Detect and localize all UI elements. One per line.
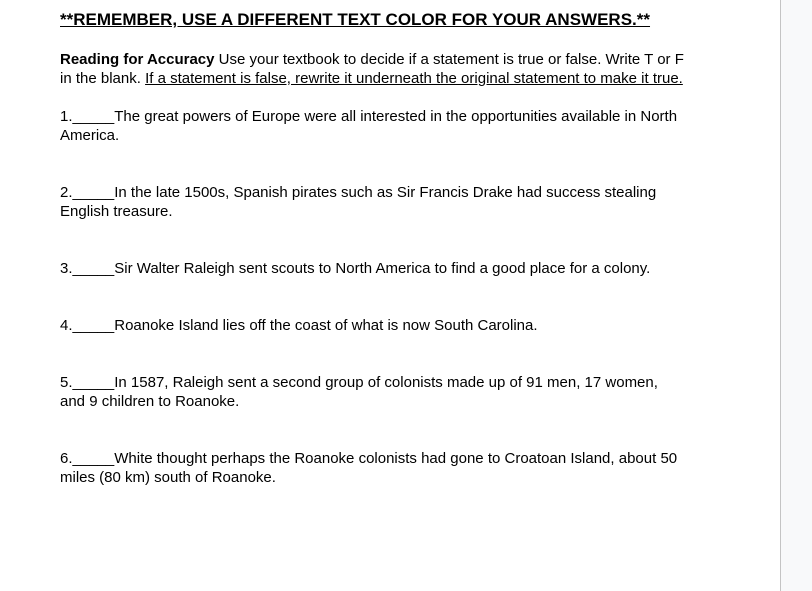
question-item[interactable] (60, 449, 684, 487)
answer-blank[interactable]: _____ (72, 317, 115, 334)
spacer (60, 145, 684, 164)
question-text: In 1587, Raleigh sent a second group of colonists made up of 91 men, 17 women, and 9 children to Roanoke. (60, 374, 658, 410)
question-number: 5. (60, 374, 73, 391)
question-item[interactable] (60, 107, 684, 145)
instructions-title: Reading for Accuracy (60, 51, 215, 68)
question-number: 4. (60, 317, 73, 334)
spacer (60, 278, 684, 297)
spacer (60, 240, 684, 259)
answer-blank[interactable]: _____ (72, 108, 115, 125)
spacer (60, 31, 684, 50)
question-number: 2. (60, 184, 73, 201)
instructions-paragraph (60, 50, 684, 88)
question-number: 6. (60, 450, 73, 467)
instructions-underlined: If a statement is false, rewrite it underneath the original statement to make it true. (145, 70, 683, 87)
question-text: White thought perhaps the Roanoke colonists had gone to Croatoan Island, about 50 miles (80 km) south of Roanoke. (60, 450, 678, 486)
answer-blank[interactable]: _____ (72, 184, 115, 201)
question-text: Sir Walter Raleigh sent scouts to North America to find a good place for a colony. (114, 260, 651, 277)
answer-blank[interactable]: _____ (72, 450, 115, 467)
question-item[interactable] (60, 259, 684, 278)
instructions-text: Use your textbook to decide if a statement is true or false. Write T or F in the blank. (60, 51, 684, 87)
spacer (60, 411, 684, 430)
question-text: The great powers of Europe were all interested in the opportunities available in North America. (60, 108, 678, 144)
question-item[interactable] (60, 183, 684, 221)
spacer (60, 221, 684, 240)
answer-blank[interactable]: _____ (72, 374, 115, 391)
spacer (60, 297, 684, 316)
answer-blank[interactable]: _____ (72, 260, 115, 277)
spacer (60, 430, 684, 449)
spacer (60, 335, 684, 354)
question-number: 1. (60, 108, 73, 125)
reminder-heading: **REMEMBER, USE A DIFFERENT TEXT COLOR FOR YOUR ANSWERS.** (60, 10, 651, 29)
spacer (60, 164, 684, 183)
question-text: Roanoke Island lies off the coast of what is now South Carolina. (114, 317, 538, 334)
spacer (60, 88, 684, 107)
question-list (60, 107, 684, 487)
question-item[interactable] (60, 373, 684, 411)
spacer (60, 354, 684, 373)
question-item[interactable] (60, 316, 684, 335)
question-text: In the late 1500s, Spanish pirates such as Sir Francis Drake had success stealing English treasure. (60, 184, 657, 220)
question-number: 3. (60, 260, 73, 277)
document-body[interactable] (60, 9, 684, 487)
